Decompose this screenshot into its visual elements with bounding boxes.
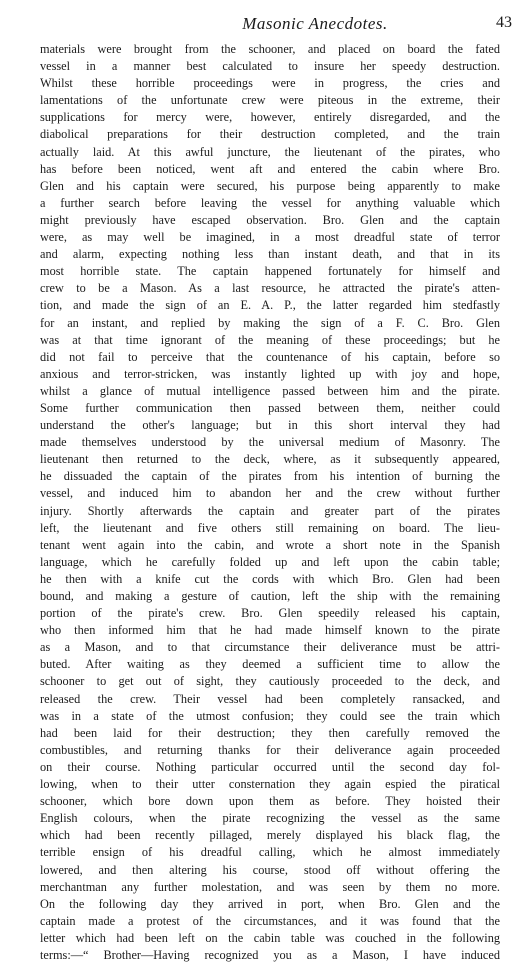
text-line: Some further communication then passed between them, neither could (40, 400, 500, 415)
running-title: Masonic Anecdotes. (242, 14, 388, 33)
text-line: crew to be a Mason. As a last resource, he attracted the pirate's atten- (40, 281, 500, 296)
text-line: Whilst these horrible proceedings were in progress, the cries and (40, 76, 500, 91)
text-line: letter which had been left on the cabin table was couched in the following (40, 930, 500, 945)
text-line: merchantman any further molestation, and was seen by them no more. (40, 879, 500, 894)
text-line: might previously have escaped observation. Bro. Glen and the captain (40, 212, 500, 227)
text-line: he dissuaded the captain of the pirates from his intention of burning the (40, 469, 500, 484)
page-number: 43 (496, 14, 512, 31)
text-line: English colours, when the pirate recognizing the vessel as the same (40, 811, 500, 826)
text-line: language, which he carefully folded up and left upon the cabin table; (40, 554, 500, 569)
text-line: which had been recently pillaged, merely displayed his black flag, the (40, 828, 500, 843)
text-line: portion of the pirate's crew. Bro. Glen speedily released his captain, (40, 606, 500, 621)
text-line: combustibles, and returning thanks for their deliverance again proceeded (40, 742, 500, 757)
text-line: On the following day they arrived in port, when Bro. Glen and the (40, 896, 500, 911)
running-head (38, 14, 512, 38)
text-line: most horrible state. The captain happened fortunately for himself and (40, 264, 500, 279)
text-line: terms:—“ Brother—Having recognized you as a Mason, I have induced (40, 947, 500, 962)
text-line: made themselves understood by the universal medium of Masonry. The (40, 435, 500, 450)
text-line: lieutenant then returned to the deck, where, as it subsequently appeared, (40, 452, 500, 467)
text-line: materials were brought from the schooner, and placed on board the fated (40, 42, 500, 56)
text-line: supplications for mercy were, however, entirely disregarded, and the (40, 110, 500, 125)
text-line: lowered, and then altering his course, stood off without offering the (40, 862, 500, 877)
text-line: and alarm, expecting nothing less than instant death, and that in its (40, 247, 500, 262)
text-line: has before been noticed, went aft and entered the cabin where Bro. (40, 161, 500, 176)
text-line: injury. Shortly afterwards the captain and greater part of the pirates (40, 503, 500, 518)
text-line: a further search before leaving the vessel for anything valuable which (40, 195, 500, 210)
text-line: as a Mason, and to that circumstance their deliverance must be attri- (40, 640, 500, 655)
text-line: captain made a protest of the circumstances, and it was found that the (40, 913, 500, 928)
text-line: did not fail to perceive that the countenance of his captain, before so (40, 349, 500, 364)
text-line: who then informed him that he had made himself known to the pirate (40, 623, 500, 638)
text-line: he then with a knife cut the cords with which Bro. Glen had been (40, 571, 500, 586)
text-line: terrible ensign of his dreadful calling, which he almost immediately (40, 845, 500, 860)
text-line: Glen and his captain were secured, his purpose being apparently to make (40, 178, 500, 193)
text-line: was at that time ignorant of the meaning of these proceedings; but he (40, 332, 500, 347)
text-line: left, the lieutenant and five others still remaining on board. The lieu- (40, 520, 500, 535)
text-line: vessel in a manner best calculated to insure her speedy destruction. (40, 59, 500, 74)
text-line: released the crew. Their vessel had been completely ransacked, and (40, 691, 500, 706)
text-line: tion, and made the sign of an E. A. P., the latter regarded him stedfastly (40, 298, 500, 313)
text-line: anxious and terror-stricken, was instantly lighted up with joy and hope, (40, 366, 500, 381)
text-line: for an instant, and replied by making the sign of a F. C. Bro. Glen (40, 315, 500, 330)
text-line: had been laid for their destruction; they then carefully removed the (40, 725, 500, 740)
text-line: understand the other's language; but in this short interval they had (40, 418, 500, 433)
body-text (40, 41, 500, 964)
text-line: buted. After waiting as they deemed a sufficient time to allow the (40, 657, 500, 672)
text-line: lamentations of the unfortunate crew were piteous in the extreme, their (40, 93, 500, 108)
text-line: were, as may well be imagined, in a most dreadful state of terror (40, 230, 500, 245)
text-line: bound, and making a gesture of caution, left the ship with the remaining (40, 589, 500, 603)
text-line: whilst a glance of mutual intelligence passed between him and the pirate. (40, 383, 500, 398)
text-line: schooner to get out of sight, they cautiously proceeded to the deck, and (40, 674, 500, 689)
text-line: vessel, and induced him to abandon her and the crew without further (40, 486, 500, 501)
text-line: tenant went again into the cabin, and wrote a short note in the Spanish (40, 537, 500, 552)
text-line: on their course. Nothing particular occurred until the second day fol- (40, 759, 500, 774)
text-line: actually laid. At this awful juncture, the lieutenant of the pirates, who (40, 144, 500, 159)
text-line: schooner, which bore down upon them as before. They hoisted their (40, 794, 500, 809)
text-line: was in a state of the utmost confusion; they could see the train which (40, 708, 500, 723)
text-line: lowing, when to their utter consternation they again espied the piratical (40, 777, 500, 792)
text-line: diabolical preparations for their destruction completed, and the train (40, 127, 500, 142)
